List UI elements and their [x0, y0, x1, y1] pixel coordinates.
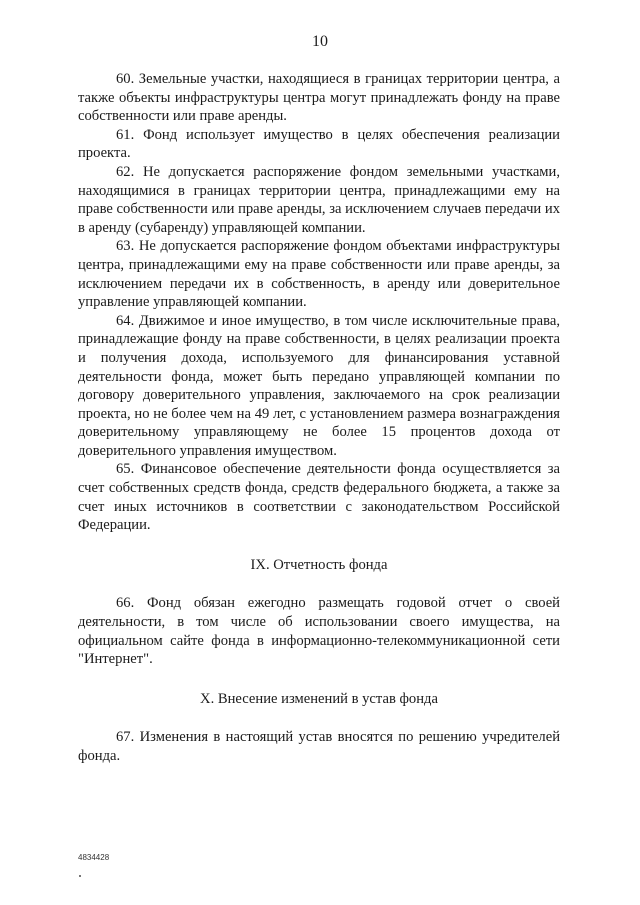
paragraph-61: 61. Фонд использует имущество в целях обеспечения реализации проекта.: [78, 126, 560, 162]
paragraph-66: 66. Фонд обязан ежегодно размещать годовой отчет о своей деятельности, в том числе об использовании своего имущества, на официальном сайте фонда в информационно-телекоммуникационной сети "Интернет".: [78, 595, 560, 668]
scan-dot: [79, 875, 81, 877]
paragraph-62: 62. Не допускается распоряжение фондом земельными участками, находящимися в границах территории центра, принадлежащими ему на праве собственности или праве аренды, за исключением случаев передачи их в аренду (субаренду) управляющей компании.: [78, 163, 560, 236]
paragraph-67: 67. Изменения в настоящий устав вносятся по решению учредителей фонда.: [78, 729, 560, 764]
paragraph-65: 65. Финансовое обеспечение деятельности фонда осуществляется за счет собственных средств фонда, средств федерального бюджета, а также за счет иных источников в соответствии с законодательством Российской Федерации.: [78, 461, 560, 534]
paragraph-60: 60. Земельные участки, находящиеся в границах территории центра, а также объекты инфраструктуры центра могут принадлежать фонду на праве собственности или праве аренды.: [78, 71, 560, 125]
document-body: [78, 70, 560, 766]
section-heading-ix: IX. Отчетность фонда: [250, 556, 388, 573]
paragraph-64: 64. Движимое и иное имущество, в том числе исключительные права, принадлежащие фонду на праве собственности, в целях реализации проекта и получения дохода, используемого для финансирования уставной деятельности фонда, может быть передано управляющей компании по договору доверительного управления, заключаемого на срок реализации проекта, но не более чем на 49 лет, с установлением размера вознаграждения доверительному управляющему не более 15 процентов дохода от доверительного управления имуществом.: [78, 312, 560, 459]
document-code: 4834428: [78, 853, 110, 862]
section-heading-x: X. Внесение изменений в устав фонда: [200, 690, 438, 707]
paragraph-63: 63. Не допускается распоряжение фондом объектами инфраструктуры центра, принадлежащими ему на праве собственности или праве аренды, за исключением передачи их в собственность, в аренду или доверительное управление управляющей компании.: [78, 238, 560, 311]
page-number: 10: [312, 33, 328, 50]
